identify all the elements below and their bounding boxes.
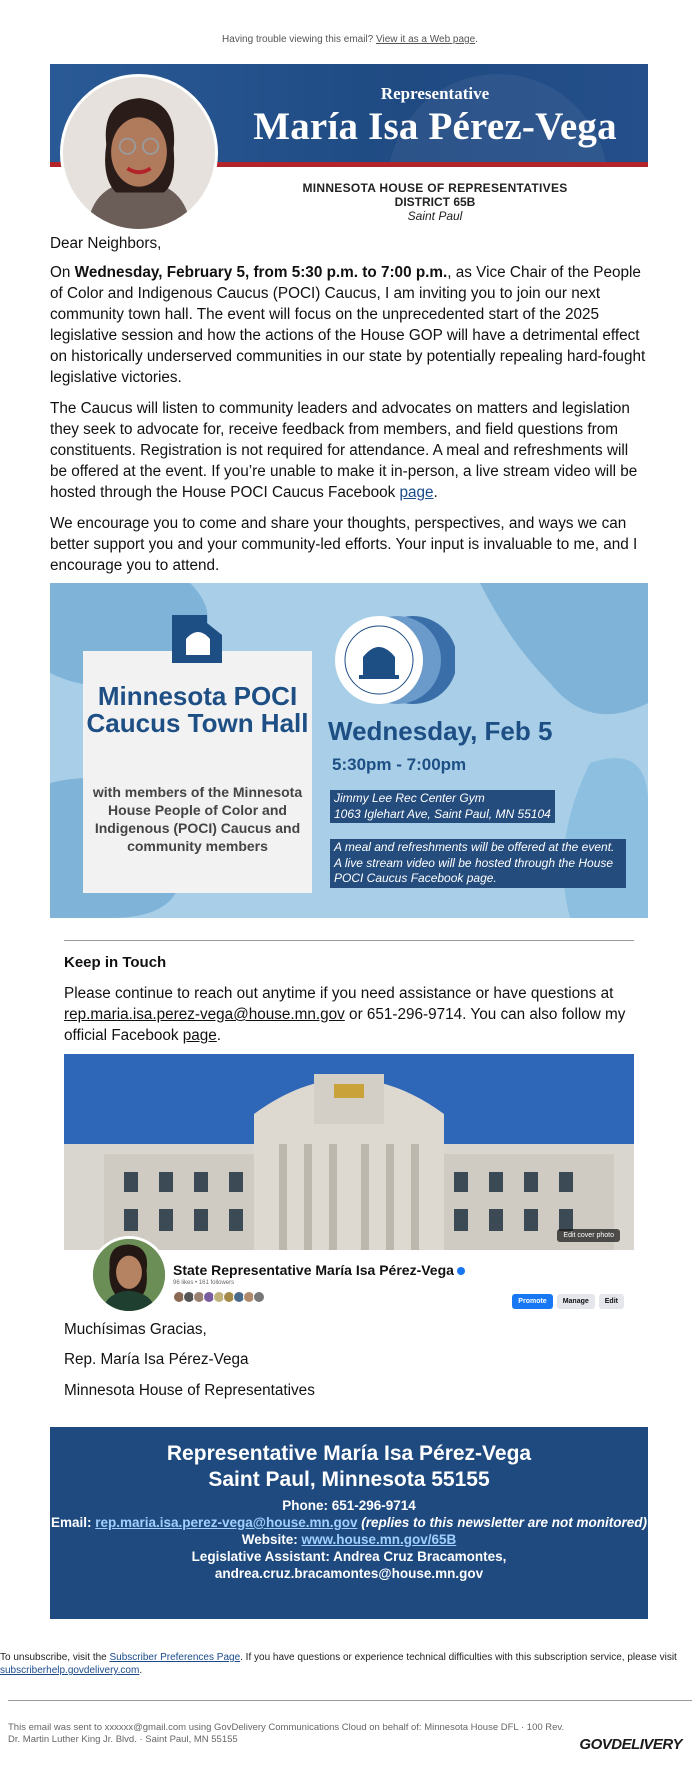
facebook-cover-photo — [64, 1054, 634, 1250]
poci-caucus-seal-icon — [325, 605, 455, 715]
facebook-page-name: State Representative María Isa Pérez-Vega — [173, 1262, 465, 1278]
greeting: Dear Neighbors, — [50, 235, 162, 252]
facebook-profile-picture — [90, 1236, 168, 1314]
contact-city: Saint Paul, Minnesota 55155 — [208, 1468, 490, 1491]
rep-portrait — [60, 74, 218, 232]
legislative-assistant: Legislative Assistant: Andrea Cruz Bracamontes, — [191, 1549, 507, 1564]
follower-avatars — [173, 1290, 263, 1304]
paragraph-details: The Caucus will listen to community leaders and advocates on matters and legislation they seek to advocate for, receive feedback from members, and field questions from constituents. Registration is not required for attendance. A meal and refreshments will be offered at the event. If you’re unable to make it in-person, a live stream video will be hosted through the House POCI Caucus Facebook page. — [50, 400, 638, 501]
facebook-page-actions — [508, 1290, 624, 1309]
poci-facebook-page-link[interactable]: page — [399, 484, 434, 501]
facebook-page-stats: 96 likes • 161 followers — [173, 1280, 235, 1286]
event-datetime: Wednesday, February 5, from 5:30 p.m. to 7:00 p.m. — [74, 264, 448, 281]
flyer-date: Wednesday, Feb 5 — [328, 716, 553, 746]
subscriber-help-link[interactable]: subscriberhelp.govdelivery.com — [0, 1665, 140, 1676]
capitol-building-photo — [64, 1054, 634, 1250]
flyer-time: 5:30pm - 7:00pm — [332, 755, 467, 774]
signoff-title: Minnesota House of Representatives — [64, 1382, 315, 1399]
footer-divider — [8, 1700, 692, 1701]
header-title-small: Representative — [380, 84, 490, 103]
contact-info-box — [50, 1427, 648, 1619]
edit-button[interactable]: Edit — [599, 1294, 624, 1309]
manage-button[interactable]: Manage — [557, 1294, 595, 1309]
follower-avatar — [253, 1291, 265, 1303]
legal-note: This email was sent to xxxxxx@gmail.com using GovDelivery Communications Cloud on behalf of: Minnesota House DFL · 100 Rev. Dr. Martin Luther King Jr. Blvd. · Saint Paul, MN 55155 — [8, 1722, 565, 1745]
chamber-name: MINNESOTA HOUSE OF REPRESENTATIVES — [302, 181, 568, 195]
subscriber-preferences-link[interactable]: Subscriber Preferences Page — [109, 1652, 241, 1663]
view-online-note: Having trouble viewing this email? View it as a Web page. — [222, 34, 478, 45]
city-label: Saint Paul — [407, 209, 463, 223]
town-hall-flyer — [50, 583, 648, 918]
unsubscribe-note: To unsubscribe, visit the Subscriber Preferences Page. If you have questions or experience technical difficulties with this subscription service, please visit subscriberhelp.govdelivery.com. — [0, 1652, 677, 1676]
promote-button[interactable]: Promote — [512, 1294, 552, 1309]
portrait-illustration — [63, 77, 215, 229]
verified-badge-icon — [457, 1267, 465, 1275]
contact-email-link[interactable]: rep.maria.isa.perez-vega@house.mn.gov — [95, 1515, 358, 1530]
facebook-page-screenshot[interactable] — [64, 1054, 634, 1314]
view-web-page-link[interactable]: View it as a Web page — [376, 34, 476, 45]
rep-facebook-page-link[interactable]: page — [182, 1027, 217, 1044]
contact-email-line: Email: rep.maria.isa.perez-vega@house.mn.gov (replies to this newsletter are not monitored) — [50, 1515, 648, 1530]
contact-phone: Phone: 651-296-9714 — [282, 1498, 416, 1513]
rep-email-link[interactable]: rep.maria.isa.perez-vega@house.mn.gov — [64, 1006, 345, 1023]
flyer-subtitle: with members of the Minnesota House People of Color and Indigenous (POCI) Caucus and community members — [92, 784, 303, 854]
profile-avatar-illustration — [93, 1239, 165, 1311]
keep-in-touch-text: Please continue to reach out anytime if you need assistance or have questions at rep.maria.isa.perez-vega@house.mn.gov or 651-296-9714. You can also follow my official Facebook page. — [64, 985, 626, 1044]
flyer-note: A meal and refreshments will be offered at the event. A live stream video will be hosted through the House POCI Caucus Facebook page. — [330, 839, 626, 888]
district-label: DISTRICT 65B — [394, 195, 476, 209]
header-rep-name: María Isa Pérez-Vega — [253, 105, 617, 148]
paragraph-intro: On Wednesday, February 5, from 5:30 p.m. to 7:00 p.m., as Vice Chair of the People of Color and Indigenous Caucus (POCI) Caucus, I am inviting you to join our next community town hall. The event will focus on the unprecedented start of the 2025 legislative session and how the actions of the House GOP will have a detrimental effect on historically underserved communities in our state by potentially repealing hard-fought legislative victories. — [50, 264, 646, 386]
legislative-assistant-email: andrea.cruz.bracamontes@house.mn.gov — [214, 1566, 484, 1581]
minnesota-capitol-icon — [162, 605, 232, 665]
flyer-venue: Jimmy Lee Rec Center Gym 1063 Iglehart Ave, Saint Paul, MN 55104 — [330, 790, 555, 823]
contact-website-link[interactable]: www.house.mn.gov/65B — [301, 1532, 457, 1547]
paragraph-encourage: We encourage you to come and share your thoughts, perspectives, and ways we can better support you and your community-led efforts. Your input is invaluable to me, and I encourage you to attend. — [50, 515, 638, 574]
govdelivery-logo: GOVDELIVERY — [579, 1736, 682, 1753]
flyer-title: Minnesota POCI Caucus Town Hall — [86, 681, 309, 738]
keep-in-touch-heading: Keep in Touch — [64, 954, 167, 971]
section-divider — [64, 940, 634, 941]
contact-website-line: Website: www.house.mn.gov/65B — [241, 1532, 457, 1547]
signoff-thanks: Muchísimas Gracias, — [64, 1321, 207, 1338]
edit-cover-photo-button[interactable]: Edit cover photo — [557, 1229, 620, 1242]
signoff-name: Rep. María Isa Pérez-Vega — [64, 1351, 249, 1368]
contact-name: Representative María Isa Pérez-Vega — [166, 1442, 532, 1465]
